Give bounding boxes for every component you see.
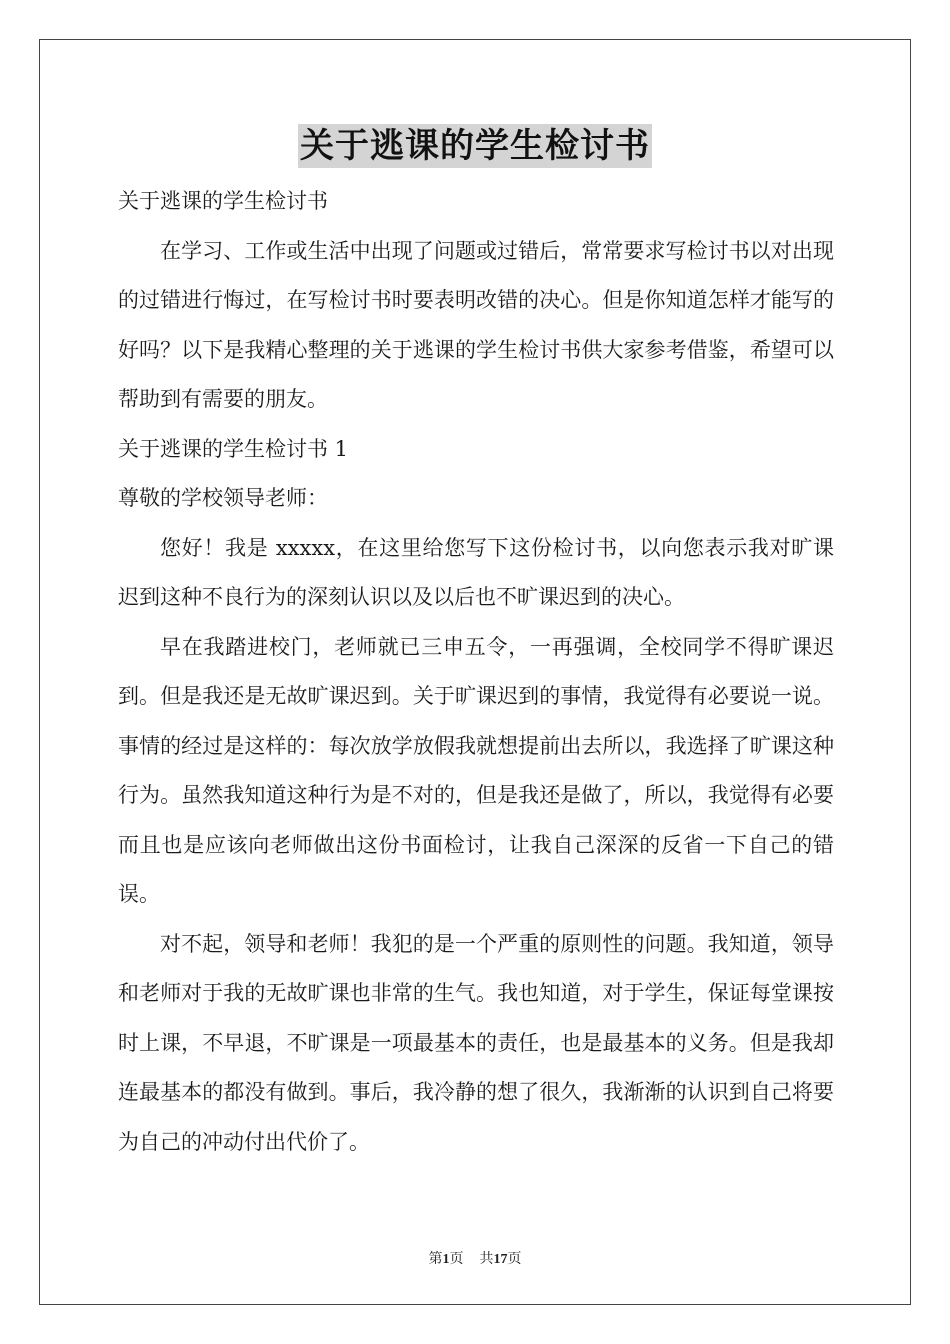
body-paragraph: 早在我踏进校门，老师就已三申五令，一再强调，全校同学不得旷课迟到。但是我还是无故旷课迟到。关于旷课迟到的事情，我觉得有必要说一说。事情的经过是这样的：每次放学放假我就想提前出去所以，我选择了旷课这种行为。虽然我知道这种行为是不对的，但是我还是做了，所以，我觉得有必要而且也是应该向老师做出这份书面检讨，让我自己深深的反省一下自己的错误。 <box>118 634 834 906</box>
body-paragraph: 关于逃课的学生检讨书 1 <box>118 436 349 461</box>
document-body <box>118 177 834 1167</box>
body-paragraph: 对不起，领导和老师！我犯的是一个严重的原则性的问题。我知道，领导和老师对于我的无故旷课也非常的生气。我也知道，对于学生，保证每堂课按时上课，不早退，不旷课是一项最基本的责任，也是最基本的义务。但是我却连最基本的都没有做到。事后，我冷静的想了很久，我渐渐的认识到自己将要为自己的冲动付出代价了。 <box>118 931 834 1154</box>
title-container <box>0 124 950 168</box>
page-total: 17 <box>493 1252 508 1267</box>
page-prefix: 第 <box>428 1252 443 1267</box>
total-prefix: 共 <box>479 1252 494 1267</box>
document-title: 关于逃课的学生检讨书 <box>300 126 650 166</box>
body-paragraph: 尊敬的学校领导老师： <box>118 486 328 510</box>
page-current: 1 <box>442 1252 450 1267</box>
body-paragraph: 您好！我是 xxxxx，在这里给您写下这份检讨书，以向您表示我对旷课迟到这种不良行为的深刻认识以及以后也不旷课迟到的决心。 <box>118 535 834 609</box>
body-paragraph: 在学习、工作或生活中出现了问题或过错后，常常要求写检讨书以对出现的过错进行悔过，在写检讨书时要表明改错的决心。但是你知道怎样才能写的好吗？以下是我精心整理的关于逃课的学生检讨书供大家参考借鉴，希望可以帮助到有需要的朋友。 <box>118 238 834 411</box>
page-footer <box>0 1248 950 1268</box>
page-suffix: 页 <box>449 1252 464 1267</box>
total-suffix: 页 <box>507 1252 522 1267</box>
body-paragraph: 关于逃课的学生检讨书 <box>118 189 328 213</box>
